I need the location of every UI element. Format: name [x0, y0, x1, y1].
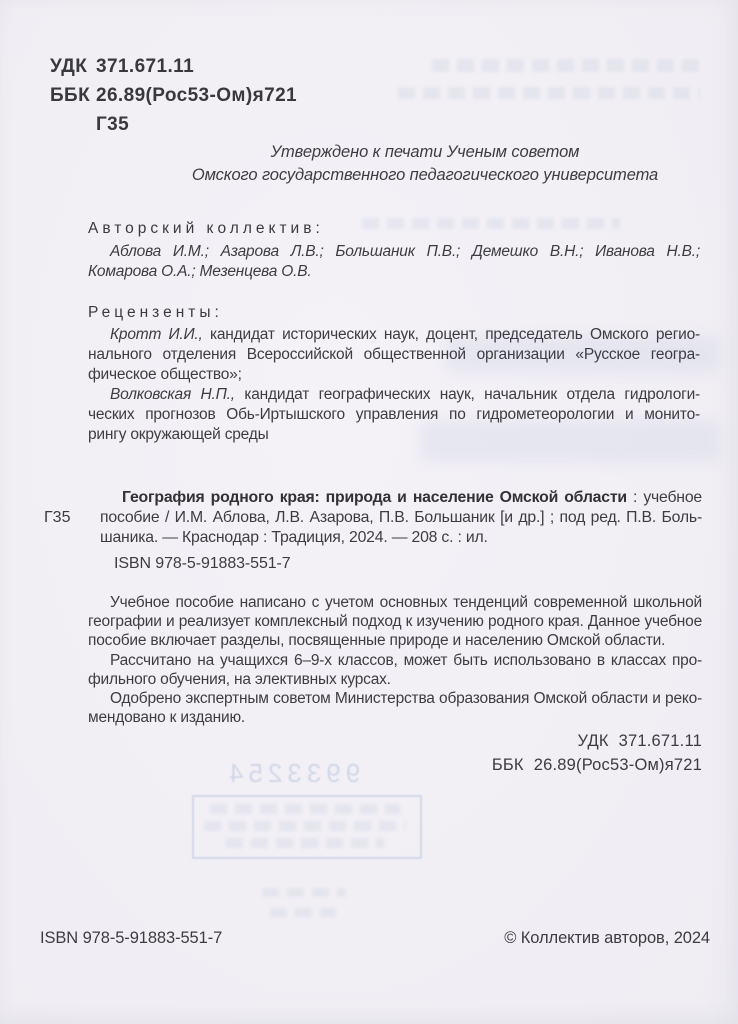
- author-team-line2: Комарова О.А.; Мезенцева О.В.: [88, 263, 312, 280]
- bbk-code: [50, 81, 297, 110]
- catalog-entry: [100, 488, 702, 548]
- show-through-stamp-line2: [204, 821, 406, 831]
- bbk-label: ББК: [50, 85, 91, 106]
- bottom-udk-value: 371.671.11: [618, 732, 702, 750]
- show-through-imprint-line2: [270, 908, 336, 917]
- annotation-line5: фильного обучения, на элективных курсах.: [88, 670, 391, 688]
- approval-line1: Утверждено к печати Ученым советом: [270, 143, 580, 161]
- bottom-bbk-code: [492, 753, 702, 777]
- bottom-udk-label: УДК: [577, 732, 609, 750]
- reviewer2-line2: ческих прогнозов Обь-Иртышского управления по гидрометеорологии и монито-: [88, 406, 700, 423]
- show-through-imprint-line1: [262, 888, 346, 897]
- reviewer2-name: Волковская Н.П.,: [110, 386, 235, 403]
- author-team-heading: Авторский коллектив:: [88, 220, 324, 237]
- reviewer2-line1: Волковская Н.П., кандидат географических наук, начальник отдела гидрологи-: [110, 386, 700, 403]
- reviewer2-line3: рингу окружающей среды: [88, 426, 269, 443]
- bottom-cataloguing-codes: [492, 729, 702, 777]
- show-through-stamp-line3: [226, 838, 384, 848]
- annotation-line4: Рассчитано на учащихся 6–9-х классов, может быть использовано в классах про-: [110, 651, 702, 669]
- bottom-bbk-label: ББК: [491, 756, 524, 774]
- bbk-value: 26.89(Рос53-Ом)я721: [96, 85, 298, 106]
- reviewer1-line2: нального отделения Всероссийской общественной организации «Русское геогра-: [88, 346, 700, 363]
- bottom-bbk-value: 26.89(Рос53-Ом)я721: [533, 756, 702, 774]
- reviewers-section: [88, 302, 700, 445]
- show-through-text-top-line2: [398, 87, 700, 99]
- author-team-section: [88, 218, 700, 282]
- top-cataloguing-codes: [50, 52, 297, 139]
- annotation-line2: географии и реализует комплексный подход к изучению родного края. Данное учебное: [88, 613, 702, 631]
- annotation-line3: пособие включает разделы, посвященные природе и населению Омской области.: [88, 632, 666, 650]
- author-team-line1: Аблова И.М.; Азарова Л.В.; Большаник П.В.; Демешко В.Н.; Иванова Н.В.;: [110, 243, 700, 260]
- show-through-text-top-line1: [432, 59, 700, 72]
- annotation-section: [88, 593, 702, 727]
- udk-label: УДК: [50, 56, 88, 77]
- reviewer1-line1: Кротт И.И., кандидат исторических наук, доцент, председатель Омского регио-: [110, 326, 700, 343]
- reviewers-heading: Рецензенты:: [88, 304, 223, 321]
- show-through-stamp-line1: [210, 804, 400, 814]
- isbn-line: ISBN 978-5-91883-551-7: [114, 555, 291, 572]
- catalog-line2: пособие / И.М. Аблова, Л.В. Азарова, П.В. Большаник [и др.] ; под ред. П.В. Боль-: [100, 509, 702, 526]
- catalog-line3: шаника. — Краснодар : Традиция, 2024. — 208 с. : ил.: [100, 529, 488, 546]
- author-sign: Г35: [96, 114, 130, 135]
- reviewer1-line3: фическое общество»;: [88, 366, 242, 383]
- bottom-udk-code: [492, 729, 702, 753]
- show-through-inventory-number: 9933254: [224, 758, 361, 788]
- catalog-line1: География родного края: природа и население Омской области : учебное: [122, 489, 702, 506]
- annotation-line7: мендовано к изданию.: [88, 709, 245, 727]
- footer-isbn: ISBN 978-5-91883-551-7: [40, 929, 223, 947]
- annotation-line1: Учебное пособие написано с учетом основных тенденций современной школьной: [110, 594, 702, 611]
- reviewer1-name: Кротт И.И.,: [110, 326, 203, 343]
- approval-line2: Омского государственного педагогического университета: [191, 165, 659, 184]
- catalog-author-sign: Г35: [44, 509, 71, 526]
- annotation-line6: Одобрено экспертным советом Министерства образования Омской области и реко-: [110, 690, 702, 708]
- show-through-library-stamp-box: [192, 795, 422, 859]
- footer-copyright: © Коллектив авторов, 2024: [504, 929, 710, 947]
- udk-code: [50, 52, 297, 81]
- book-title: География родного края: природа и население Омской области: [122, 489, 627, 506]
- udk-value: 371.671.11: [96, 56, 195, 77]
- approval-note: [150, 141, 700, 186]
